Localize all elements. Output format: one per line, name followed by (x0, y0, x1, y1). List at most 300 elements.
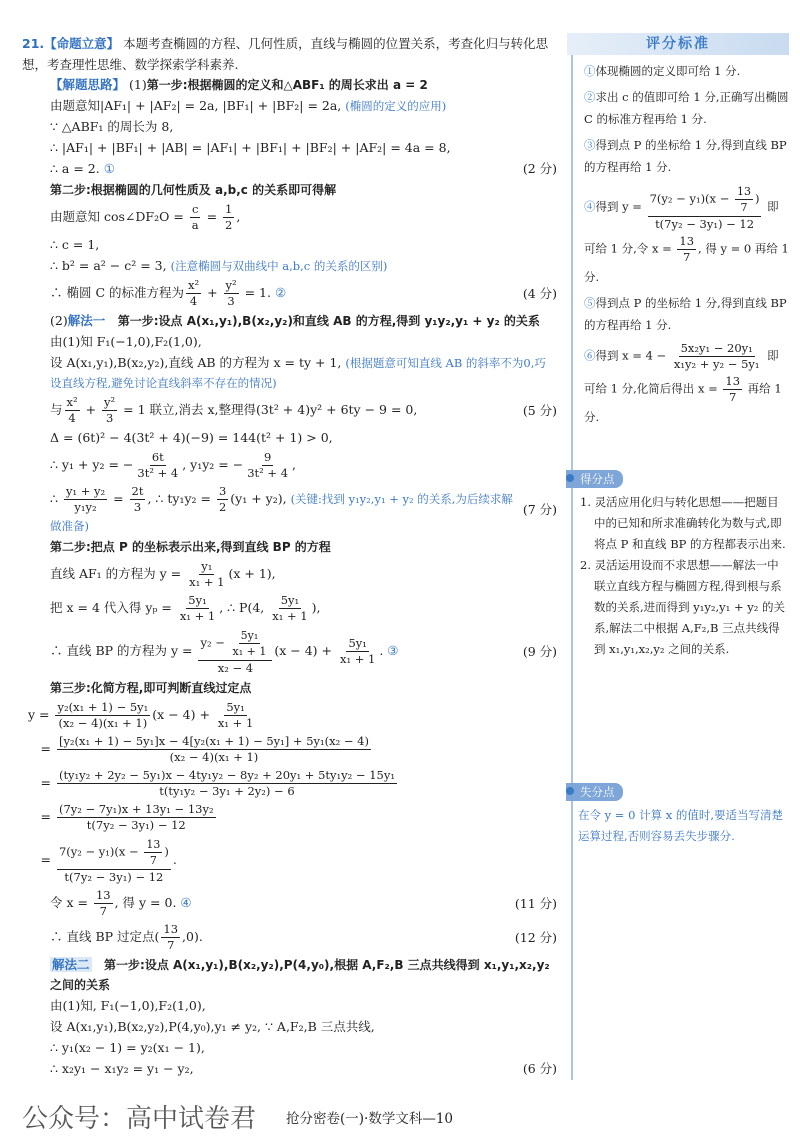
solution-line (22, 626, 557, 677)
fraction-denominator (216, 716, 255, 731)
math-text: x² (188, 278, 200, 292)
solution-line (22, 921, 557, 954)
fraction-numerator (94, 888, 113, 904)
fraction-numerator (198, 627, 272, 661)
math-text: ) (164, 844, 169, 859)
score-label: (6 分) (522, 1061, 557, 1076)
math-text: 2t (131, 484, 144, 498)
math-text: 7(y₂ − y₁)(x − (58, 844, 143, 859)
line-content (50, 201, 557, 234)
fraction (231, 628, 269, 659)
line-content (28, 767, 557, 800)
fraction-denominator (62, 870, 165, 885)
fraction (130, 484, 146, 515)
scoring-banner: 评分标准 (567, 33, 789, 55)
step-heading: 第一步:根据椭圆的定义和△ABF₁ 的周长求出 a = 2 (146, 78, 428, 92)
fraction-denominator (98, 904, 109, 919)
fraction-numerator (150, 450, 166, 466)
fraction-numerator (57, 836, 171, 870)
line-content (50, 394, 515, 427)
watermark: 公众号：高中试卷君 (22, 1104, 257, 1134)
line-content (50, 921, 507, 954)
fraction-denominator (681, 250, 692, 265)
math-text: ∴ x₂y₁ − x₁y₂ = y₁ − y₂, (50, 1061, 194, 1076)
fraction-numerator (199, 559, 214, 575)
math-text: = (202, 209, 222, 224)
math-text: (x₂ − 4)(x₁ + 1) (169, 750, 259, 764)
fraction (648, 183, 762, 232)
fraction (677, 234, 696, 265)
solution-line (22, 1038, 557, 1058)
scoring-item (570, 60, 790, 82)
math-text: = (28, 775, 55, 790)
solution-line (22, 537, 557, 557)
score-label: (12 分) (514, 929, 557, 945)
fraction-numerator (262, 450, 273, 466)
score-label: (11 分) (514, 895, 557, 911)
annotation-note: (注意椭圆与双曲线中 a,b,c 的关系的区别) (170, 259, 388, 273)
fraction-numerator (224, 700, 246, 716)
math-text: 13 (146, 838, 161, 851)
math-text: x₁ + 1 (232, 645, 267, 658)
fraction (161, 922, 180, 953)
math-text: ∴ 椭圆 C 的标准方程为 (50, 285, 184, 300)
circled-marker: ④ (584, 199, 596, 214)
math-text: 5y₁ (348, 636, 367, 650)
math-text: 3t² + 4 (247, 466, 289, 480)
fraction-denominator (148, 853, 159, 868)
solution-line (22, 277, 557, 310)
intro-tag: 【命题立意】 (44, 36, 120, 51)
fraction (102, 395, 117, 426)
fraction-denominator (187, 575, 226, 590)
line-content (50, 1038, 557, 1058)
fraction-denominator (245, 466, 290, 481)
circled-marker: ③ (584, 138, 596, 152)
math-text: 13 (725, 374, 741, 388)
line-content (28, 801, 557, 834)
fraction (216, 700, 255, 731)
fraction-numerator (239, 628, 261, 644)
line-content (50, 678, 557, 698)
math-text: 5y₁ (188, 593, 207, 607)
line-content (50, 626, 515, 677)
math-text: 得到 y = (595, 199, 646, 214)
math-text: 得到点 P 的坐标给 1 分,得到直线 BP 的方程再给 1 分. (584, 138, 787, 174)
score-label: (4 分) (522, 285, 557, 301)
fraction-numerator (55, 700, 150, 716)
fraction (186, 278, 201, 309)
step-heading: 第三步:化简方程,即可判断直线过定点 (50, 681, 252, 695)
scoring-item (570, 134, 790, 178)
math-text: x₂ − 4 (217, 661, 254, 675)
solution-line (22, 75, 557, 95)
page-bottom (22, 1090, 792, 1145)
gain-points-tag: 得分点 (566, 470, 623, 488)
circled-marker: ① (584, 64, 596, 78)
math-text: y² (104, 395, 116, 409)
fraction-denominator (157, 784, 296, 799)
math-text: + (81, 402, 101, 417)
math-text: t(7y₂ − 3y₁) − 12 (86, 818, 186, 832)
math-text: y₂ − (200, 635, 229, 650)
fraction-denominator (738, 200, 749, 215)
math-text: 3t² + 4 (137, 466, 179, 480)
line-content (50, 887, 507, 920)
math-text: 与 (50, 402, 63, 417)
fraction (190, 202, 201, 233)
fraction (187, 559, 226, 590)
solution-line (22, 887, 557, 920)
math-text: (y₁ + y₂), (230, 491, 291, 506)
fraction-denominator (132, 500, 143, 515)
math-text: 令 x = (50, 895, 92, 910)
solution-line (22, 1017, 557, 1037)
annotation-note: (根据题意可知直线 AB 的斜率不为0,巧设直线方程,避免讨论直线斜率不存在的情况) (50, 356, 546, 390)
math-text: + (203, 285, 222, 300)
line-content (50, 235, 557, 255)
circled-marker: ④ (180, 895, 192, 910)
fraction (65, 395, 80, 426)
fraction-denominator (190, 218, 201, 233)
line-content (584, 134, 790, 178)
circled-marker: ② (584, 90, 596, 104)
math-text: x₁ + 1 (217, 716, 254, 730)
math-text: ∴ 直线 BP 过定点( (50, 929, 160, 944)
fraction (245, 450, 290, 481)
section-tag: 解法一 (67, 313, 106, 328)
line-content (584, 340, 790, 428)
fraction-denominator (57, 716, 150, 731)
math-text: 7 (683, 250, 691, 264)
fraction-denominator (135, 466, 180, 481)
lose-points-tag: 失分点 (566, 783, 623, 801)
line-content (50, 311, 557, 331)
fraction-denominator (225, 294, 236, 309)
fraction-numerator (57, 768, 397, 784)
math-text: ∴ a = 2. (50, 161, 104, 176)
solution-line (22, 558, 557, 591)
fraction-numerator (677, 234, 696, 250)
math-text: 由(1)知 F₁(−1,0),F₂(1,0), (50, 334, 202, 349)
line-content (50, 592, 557, 625)
fraction (57, 768, 397, 799)
math-text: y₁ (201, 559, 213, 573)
math-text: y² (225, 278, 237, 292)
math-text: = (28, 741, 55, 756)
math-text: 再给 1 分. (584, 381, 782, 424)
score-label: (7 分) (522, 501, 557, 517)
fraction-numerator (217, 484, 228, 500)
fraction (55, 700, 150, 731)
line-content (50, 955, 557, 995)
annotation-note: (椭圆的定义的应用) (345, 99, 447, 113)
fraction-denominator (168, 750, 261, 765)
math-text: 即可给 1 分,化简后得出 x = (584, 348, 779, 396)
circled-marker: ② (274, 285, 287, 300)
math-text: 4 (68, 411, 76, 425)
math-text: ∴ y₁(x₂ − 1) = y₂(x₁ − 1), (50, 1040, 205, 1055)
intro-paragraph (22, 33, 557, 75)
math-text: 由题意知 cos∠DF₂O = (50, 209, 188, 224)
fraction-numerator (224, 278, 239, 294)
math-text: y₁y₂ (74, 500, 97, 514)
math-text: ) (754, 191, 760, 206)
math-text: 7 (740, 201, 748, 214)
score-label: (5 分) (522, 402, 557, 418)
math-text: , 得 y = 0. (114, 895, 181, 910)
line-content (584, 182, 790, 288)
math-text: x₁ + 1 (272, 609, 308, 623)
math-text: (x − 4) + (274, 643, 336, 658)
line-content (50, 277, 515, 310)
fraction (735, 184, 753, 215)
scoring-item (570, 182, 790, 288)
math-text: ), (311, 600, 321, 615)
line-content (50, 483, 515, 536)
math-text: 13 (679, 234, 695, 248)
math-text: = (28, 809, 55, 824)
math-text: = (109, 491, 128, 506)
scoring-item (570, 86, 790, 130)
math-text: = 1 联立,消去 x,整理得(3t² + 4)y² + 6ty − 9 = 0, (119, 402, 418, 417)
math-text: t(7y₂ − 3y₁) − 12 (655, 217, 755, 231)
gain-points-list (570, 492, 790, 660)
math-text: ∵ △ABF₁ 的周长为 8, (50, 119, 174, 134)
line-content (584, 86, 790, 130)
line-content (50, 1059, 515, 1079)
fraction-numerator (65, 395, 80, 411)
math-text: [y₂(x₁ + 1) − 5y₁]x − 4[y₂(x₁ + 1) − 5y₁] + 5y₁(x₂ − 4) (58, 734, 369, 748)
math-text: 7(y₂ − y₁)(x − (649, 191, 733, 206)
fraction (178, 593, 217, 624)
math-text: 即可给 1 分,令 x = (584, 199, 779, 256)
solution-line (22, 996, 557, 1016)
solution-line (22, 699, 557, 732)
math-text: , (292, 457, 296, 472)
math-text: 3 (218, 484, 227, 498)
fraction-numerator (279, 593, 301, 609)
math-text: 3 (105, 411, 114, 425)
score-label: (9 分) (522, 643, 557, 659)
fraction-denominator (727, 390, 738, 405)
math-text: 5y₁ (280, 593, 300, 607)
solution-line (22, 332, 557, 352)
solution-line (22, 483, 557, 536)
solution-line (22, 138, 557, 158)
fraction-numerator (190, 202, 200, 218)
line-content (50, 353, 557, 393)
math-text: 13 (163, 922, 179, 936)
fraction (224, 278, 239, 309)
line-content (584, 60, 790, 82)
math-text: 7 (99, 904, 107, 918)
math-text: = (28, 852, 55, 867)
math-text: t(ty₁y₂ − 3y₁ + 2y₂) − 6 (159, 784, 295, 798)
math-text: , (236, 209, 241, 224)
math-text: 直线 AF₁ 的方程为 y = (50, 566, 186, 581)
line-content (50, 537, 557, 557)
math-text: = 1. (240, 285, 275, 300)
step-heading: 第一步:设点 A(x₁,y₁),B(x₂,y₂)和直线 AB 的方程,得到 y₁y₂,y₁ + y₂ 的关系 (117, 314, 540, 328)
fraction-numerator (57, 734, 371, 750)
line-content (50, 996, 557, 1016)
solution-column (22, 0, 557, 1090)
math-text: 13 (736, 185, 751, 198)
fraction-denominator (270, 609, 309, 624)
fraction (57, 802, 216, 833)
math-text: 1 (225, 202, 233, 216)
math-text: . (379, 643, 388, 658)
solution-line (22, 733, 557, 766)
gain-item: 2. 灵活运用设而不求思想——解法一中联立直线方程与椭圆方程,得到根与系数的关系,进而得到 y₁y₂,y₁ + y₂ 的关系,解法二中根据 A,F₂,B 三点共线得到 x₁,y₁,x₂,y₂ 之间的关系. (580, 558, 785, 656)
math-text: x² (66, 395, 78, 409)
method-tag: 解法二 (52, 957, 90, 972)
fraction (217, 484, 228, 515)
line-content (50, 1017, 557, 1037)
fraction-numerator (102, 395, 117, 411)
solution-line (22, 678, 557, 698)
math-text: ∴ b² = a² − c² = 3, (50, 258, 171, 273)
math-text: (7y₂ − 7y₁)x + 13y₁ − 13y₂ (58, 802, 214, 816)
intro-text: 本题考查椭圆的方程、几何性质，直线与椭圆的位置关系，考查化归与转化思想，考查理性思维、数学探索学科素养. (22, 36, 549, 72)
solution-line (22, 955, 557, 995)
math-text: 由(1)知, F₁(−1,0),F₂(1,0), (50, 998, 206, 1013)
fraction (198, 627, 272, 676)
math-text: 7 (729, 390, 737, 404)
fraction (672, 341, 762, 372)
step-heading: 第一步:设点 A(x₁,y₁),B(x₂,y₂),P(4,y₀),根据 A,F₂,B 三点共线得到 x₁,y₁,x₂,y₂ 之间的关系 (50, 958, 550, 992)
math-text: 求出 c 的值即可给 1 分,正确写出椭圆 C 的标准方程再给 1 分. (584, 90, 789, 126)
math-text: 9 (263, 450, 272, 464)
solution-line (22, 311, 557, 331)
section-tag: 【解题思路】 (50, 77, 126, 92)
solution-line (22, 767, 557, 800)
page-footer: 抢分密卷(一)·数学文科—10 (286, 1110, 454, 1127)
solution-line (22, 353, 557, 393)
fraction (270, 593, 309, 624)
fraction (338, 636, 377, 667)
math-text: ∴ 直线 BP 的方程为 y = (50, 643, 197, 658)
fraction-denominator (72, 500, 98, 515)
math-text: 6t (151, 450, 164, 464)
scoring-item (570, 292, 790, 336)
math-text: 由题意知|AF₁| + |AF₂| = 2a, |BF₁| + |BF₂| = 2a, (50, 98, 346, 113)
solution-line (22, 256, 557, 276)
fraction-denominator (85, 818, 188, 833)
fraction-numerator (648, 183, 762, 217)
line-content (50, 256, 557, 276)
math-text: , y₁y₂ = − (182, 457, 244, 472)
fraction-numerator (723, 374, 742, 390)
math-text: (2) (50, 313, 68, 328)
math-text: 设 A(x₁,y₁),B(x₂,y₂),直线 AB 的方程为 x = ty + 1, (50, 355, 346, 370)
fraction-denominator (653, 217, 756, 232)
math-text: c (191, 202, 199, 216)
math-text: 2 (218, 500, 227, 514)
step-heading: 第二步:把点 P 的坐标表示出来,得到直线 BP 的方程 (50, 540, 331, 554)
fraction-numerator (735, 184, 753, 200)
fraction (223, 202, 234, 233)
line-content (50, 96, 557, 116)
step-heading: 第二步:根据椭圆的几何性质及 a,b,c 的关系即可得解 (50, 183, 337, 197)
fraction-numerator (144, 837, 162, 853)
score-label: (2 分) (522, 161, 557, 176)
fraction-denominator (178, 609, 217, 624)
math-text: (x − 4) + (152, 707, 214, 722)
math-text: a (191, 218, 199, 232)
math-text: 7 (167, 938, 175, 952)
fraction-numerator (346, 636, 368, 652)
fraction (57, 734, 371, 765)
fraction-numerator (130, 484, 146, 500)
solution-line (22, 394, 557, 427)
math-text (92, 957, 105, 972)
math-text: 4 (189, 294, 198, 308)
math-text: 5y₁ (240, 629, 259, 642)
line-content (28, 835, 557, 886)
solution-line (22, 117, 557, 137)
line-content (50, 332, 557, 352)
fraction-denominator (672, 357, 762, 372)
line-content (584, 292, 790, 336)
annotation-note: (关键:找到 y₁y₂,y₁ + y₂ 的关系,为后续求解做准备) (50, 492, 513, 533)
fraction-numerator (679, 341, 755, 357)
question-number: 21. (22, 36, 45, 51)
math-text: ∴ c = 1, (50, 237, 100, 252)
fraction-numerator (223, 202, 234, 218)
math-text: x₁y₂ + y₂ − 5y₁ (673, 357, 760, 371)
math-text: x₁ + 1 (189, 575, 225, 589)
math-text: 得到 x = 4 − (595, 348, 670, 363)
math-text: x₁ + 1 (339, 652, 376, 666)
math-text: 把 x = 4 代入得 yₚ = (50, 600, 176, 615)
line-content (50, 428, 557, 448)
solution-line (22, 835, 557, 886)
line-content (50, 138, 557, 158)
fraction-numerator (186, 593, 208, 609)
solution-line (22, 180, 557, 200)
math-text: ,0). (182, 929, 203, 944)
line-content (50, 558, 557, 591)
solution-line (22, 201, 557, 234)
fraction-numerator (161, 922, 180, 938)
circled-marker: ① (103, 161, 115, 176)
solution-line (22, 159, 557, 179)
math-text: y = (28, 707, 54, 722)
math-text: Δ = (6t)² − 4(3t² + 4)(−9) = 144(t² + 1) > 0, (50, 430, 333, 445)
line-content (50, 180, 557, 200)
solution-line (22, 96, 557, 116)
fraction-denominator (104, 411, 115, 426)
math-text: 3 (133, 500, 142, 514)
math-text: t(7y₂ − 3y₁) − 12 (64, 870, 164, 884)
line-content (50, 159, 515, 179)
line-content (50, 75, 557, 95)
math-text: (1) (125, 77, 147, 92)
math-text: 3 (227, 294, 235, 308)
solution-lines (22, 75, 557, 1079)
math-text: 5y₁ (226, 700, 245, 714)
fraction (135, 450, 180, 481)
fraction (144, 837, 162, 868)
math-text: 体现椭圆的定义即可给 1 分. (595, 64, 741, 78)
solution-line (22, 592, 557, 625)
fraction-denominator (188, 294, 199, 309)
fraction-denominator (216, 661, 255, 676)
math-text: , ∴ P(4, (219, 600, 269, 615)
math-text: , ∴ ty₁y₂ = (147, 491, 215, 506)
